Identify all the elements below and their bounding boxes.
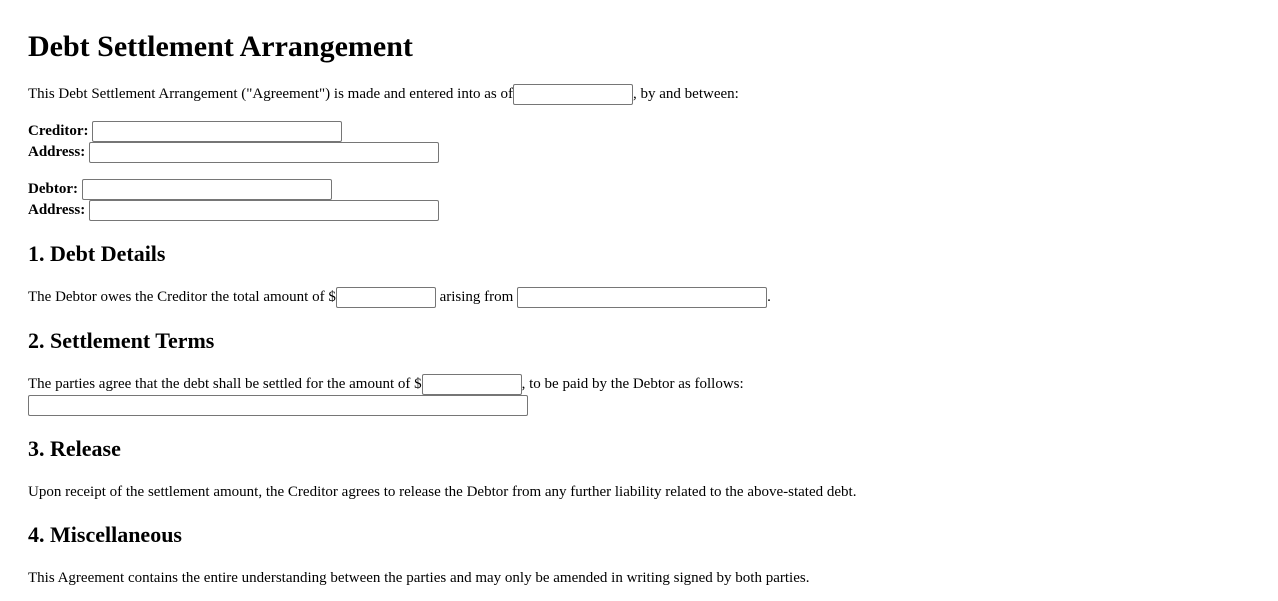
debt-source-input[interactable] bbox=[517, 287, 767, 308]
debt-details-text-after: . bbox=[767, 289, 771, 306]
debt-details-text-before: The Debtor owes the Creditor the total amount of $ bbox=[28, 289, 336, 306]
release-paragraph: Upon receipt of the settlement amount, the Creditor agrees to release the Debtor from any further liability related to the above-stated debt. bbox=[28, 484, 857, 501]
agreement-date-input[interactable] bbox=[513, 84, 633, 105]
intro-text-before: This Debt Settlement Arrangement ("Agreement") is made and entered into as of bbox=[28, 86, 514, 102]
intro-paragraph bbox=[28, 84, 1250, 105]
creditor-address-input[interactable] bbox=[89, 142, 439, 163]
settlement-terms-text-after: , to be paid by the Debtor as follows: bbox=[521, 376, 744, 393]
debtor-name-input[interactable] bbox=[82, 179, 332, 200]
section-heading-debt-details: 1. Debt Details bbox=[28, 241, 166, 267]
miscellaneous-paragraph: This Agreement contains the entire understanding between the parties and may only be amended in writing signed by both parties. bbox=[28, 570, 810, 587]
debtor-address-label: Address: bbox=[28, 202, 86, 219]
intro-text-after: , by and between: bbox=[633, 86, 739, 102]
debtor-label: Debtor: bbox=[28, 181, 78, 198]
debtor-block bbox=[28, 179, 1250, 221]
section-heading-miscellaneous: 4. Miscellaneous bbox=[28, 522, 182, 548]
creditor-address-label: Address: bbox=[28, 144, 86, 161]
payment-terms-input[interactable] bbox=[28, 395, 528, 416]
settlement-amount-input[interactable] bbox=[422, 374, 522, 395]
debt-details-text-middle: arising from bbox=[435, 289, 518, 306]
page-title: Debt Settlement Arrangement bbox=[28, 30, 413, 63]
settlement-terms-text-before: The parties agree that the debt shall be settled for the amount of $ bbox=[28, 376, 422, 393]
debt-amount-input[interactable] bbox=[336, 287, 436, 308]
section-heading-settlement-terms: 2. Settlement Terms bbox=[28, 328, 215, 354]
creditor-label: Creditor: bbox=[28, 123, 89, 140]
section-heading-release: 3. Release bbox=[28, 436, 121, 462]
settlement-terms-paragraph bbox=[28, 374, 1250, 416]
debtor-address-input[interactable] bbox=[89, 200, 439, 221]
creditor-name-input[interactable] bbox=[92, 121, 342, 142]
debt-details-paragraph bbox=[28, 287, 1250, 308]
creditor-block bbox=[28, 121, 1250, 163]
